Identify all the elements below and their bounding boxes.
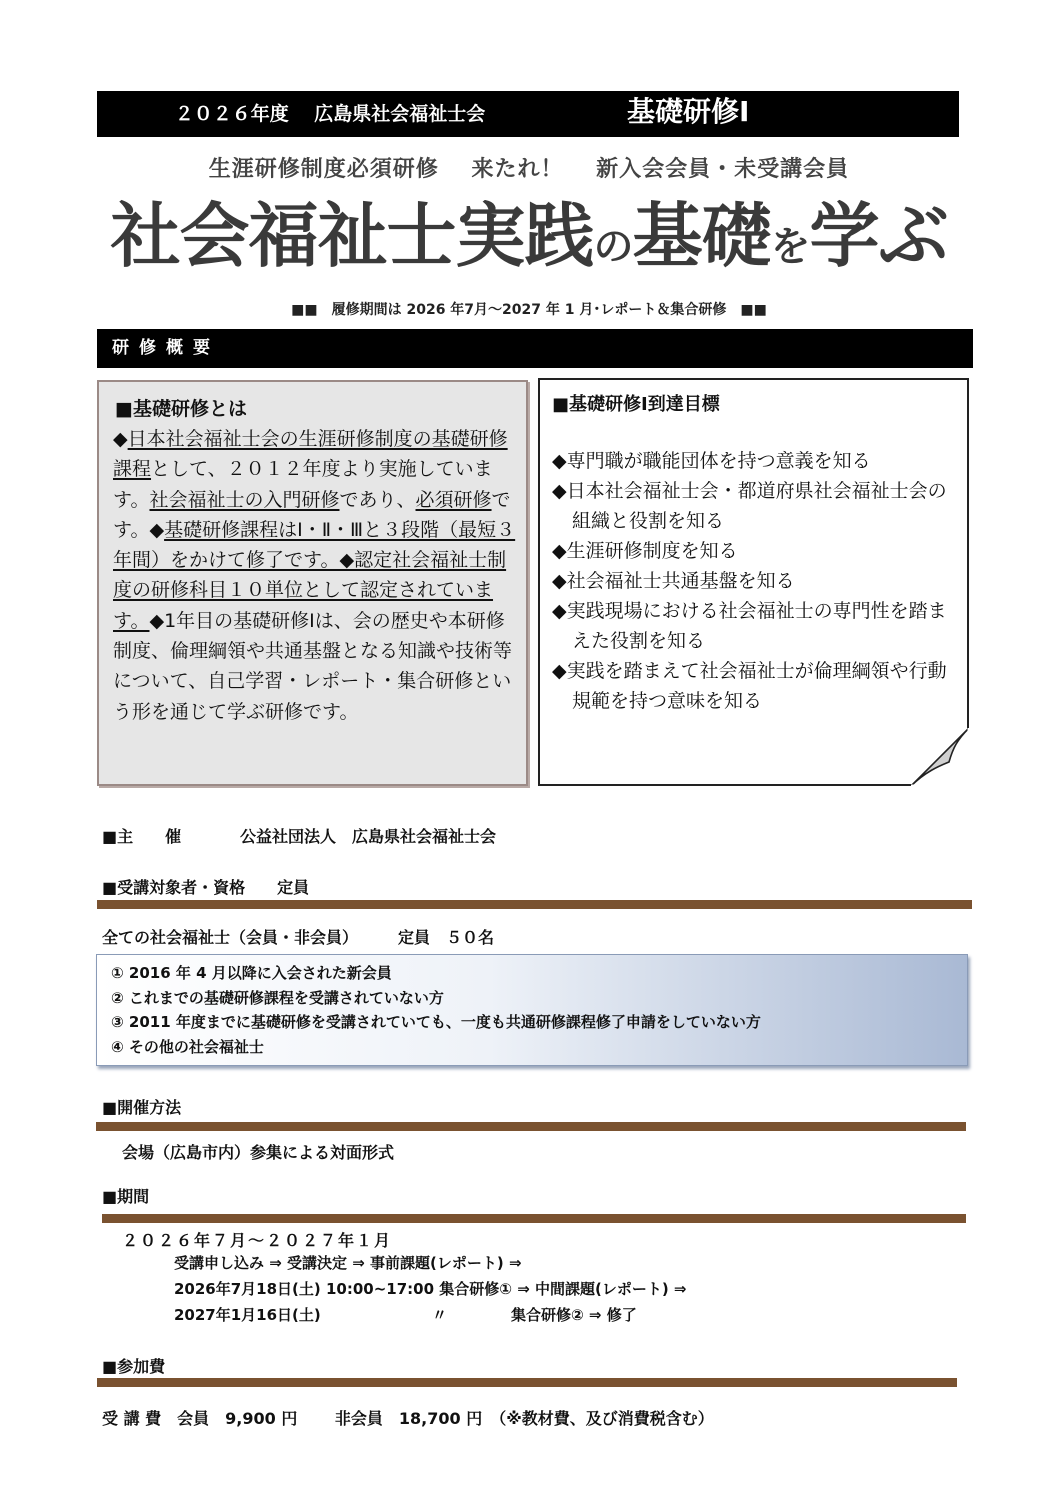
about-u2: 社会福祉士の入門研修 [149, 488, 340, 511]
schedule-step-3-date: 2027年1月16日(土) [174, 1306, 321, 1324]
organizer-label: ■主 催 [102, 827, 182, 846]
goal-item: ◆日本社会福祉士会・都道府県社会福祉士会の組織と役割を知る [552, 480, 947, 532]
subtitle [0, 152, 1058, 183]
about-t4: です。◆ [113, 488, 511, 541]
about-u3: 必須研修 [415, 488, 492, 511]
method-label: ■開催方法 [102, 1098, 182, 1117]
divider [97, 900, 972, 909]
qualification-item: ① 2016 年 4 月以降に入会された新会員 [111, 964, 392, 982]
about-title: ■基礎研修とは [115, 398, 247, 420]
target-line: 全ての社会福祉士（会員・非会員） 定員 ５０名 [102, 928, 495, 947]
about-u1: 日本社会福祉士会の生涯研修制度の基礎研修課程 [113, 428, 508, 481]
qualification-list [97, 955, 967, 1059]
divider [102, 1214, 966, 1223]
title-part3: 基礎 [632, 195, 771, 277]
subtitle-c: 新入会会員・未受講会員 [596, 157, 850, 182]
goal-item: ◆社会福祉士共通基盤を知る [552, 570, 795, 592]
schedule-step-1: 受講申し込み ⇒ 受講決定 ⇒ 事前課題(レポート) ⇒ [174, 1254, 522, 1272]
period-range: ２０２６年７月～２０２７年１月 [122, 1231, 393, 1250]
title-part2: の [593, 224, 633, 270]
page-curl-icon [909, 726, 971, 788]
organizer-value: 公益社団法人 広島県社会福祉士会 [240, 827, 497, 846]
qualification-box [96, 954, 968, 1066]
period-label: ■期間 [102, 1187, 150, 1206]
title-part4: を [770, 224, 810, 270]
qualification-item: ④ その他の社会福祉士 [111, 1037, 264, 1056]
schedule-step-3-rest: 集合研修② ⇒ 修了 [511, 1306, 637, 1324]
header-bar [97, 91, 959, 137]
goal-item: ◆生涯研修制度を知る [552, 540, 738, 562]
about-t1: ◆ [113, 428, 128, 450]
subtitle-b: 来たれ！ [471, 157, 564, 182]
divider [96, 1122, 966, 1131]
schedule-step-2: 2026年7月18日(土) 10:00~17:00 集合研修① ⇒ 中間課題(レポート) ⇒ [174, 1280, 687, 1298]
goals-list [552, 446, 952, 716]
period-banner: ■■ 履修期間は 2026 年7月～2027 年 1 月･レポート＆集合研修 ■■ [291, 302, 767, 318]
title-part1: 社会福祉士実践 [110, 195, 594, 277]
fee-label: ■参加費 [102, 1357, 166, 1376]
method-value: 会場（広島市内）参集による対面形式 [122, 1143, 395, 1162]
about-box [97, 380, 528, 786]
qualification-item: ③ 2011 年度までに基礎研修を受講されていても、一度も共通研修課程修了申請をしていない方 [111, 1013, 761, 1031]
schedule-step-3 [174, 1304, 637, 1325]
title-part5: 学ぶ [809, 195, 948, 277]
about-t5: ◆1年目の基礎研修Ⅰは、会の歴史や本研修制度、倫理綱領や共通基盤となる知識や技術等について、自己学習・レポート・集合研修という形を通じて学ぶ研修です。 [113, 609, 513, 723]
subtitle-a: 生涯研修制度必須研修 [208, 157, 439, 182]
goals-box [538, 378, 969, 786]
about-t3: であり、 [339, 488, 416, 511]
section-bar-label: 研修概要 [112, 338, 220, 358]
main-title [0, 193, 1058, 290]
target-label: ■受講対象者・資格 定員 [102, 878, 310, 897]
header-year-org: ２０２６年度 広島県社会福祉士会 [174, 103, 486, 125]
qualification-item: ② これまでの基礎研修課程を受講されていない方 [111, 988, 444, 1007]
about-t2: として、２０１２年度より実施しています。 [113, 458, 493, 511]
fee-line: 受 講 費 会員 9,900 円 非会員 18,700 円 （※教材費、及び消費税含む） [102, 1409, 714, 1428]
about-body [113, 424, 517, 727]
divider [97, 1378, 957, 1387]
header-course: 基礎研修Ⅰ [627, 95, 750, 128]
goal-item: ◆実践を踏まえて社会福祉士が倫理綱領や行動規範を持つ意味を知る [552, 660, 947, 712]
section-bar [97, 329, 973, 368]
goal-item: ◆実践現場における社会福祉士の専門性を踏まえた役割を知る [552, 600, 947, 652]
goals-title: ■基礎研修Ⅰ到達目標 [552, 394, 720, 415]
goal-item: ◆専門職が職能団体を持つ意義を知る [552, 450, 871, 472]
about-u4: 基礎研修課程はⅠ・Ⅱ・Ⅲと３段階（最短３年間）をかけて修了です。◆認定社会福祉士制度の研修科目１０単位として認定されています。 [113, 518, 516, 632]
ditto-mark: 〃 [432, 1306, 448, 1324]
